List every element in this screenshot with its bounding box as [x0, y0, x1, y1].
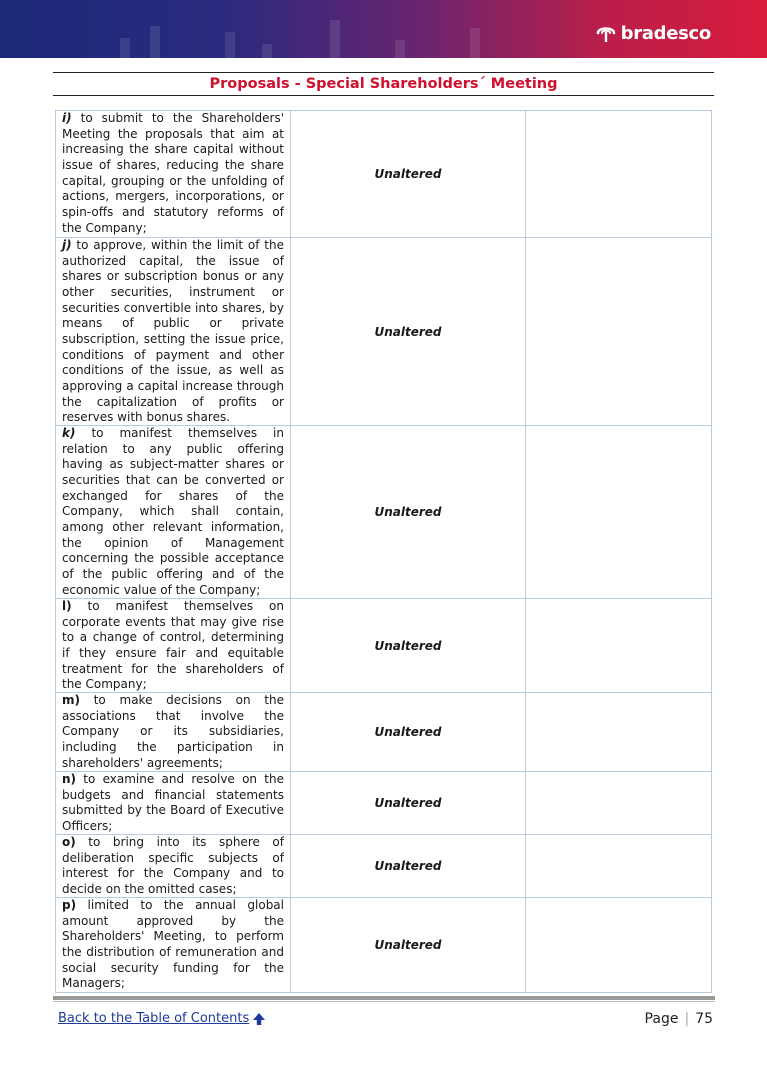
empty-cell — [526, 238, 711, 425]
empty-cell — [526, 111, 711, 237]
item-text: limited to the annual global amount approved by the Shareholders' Meeting, to perform the distribution of remuneration and social security funding for the Managers; — [62, 898, 284, 991]
empty-cell — [526, 898, 711, 992]
status-cell: Unaltered — [291, 898, 526, 992]
item-letter: j) — [62, 238, 72, 252]
table-row — [56, 834, 711, 897]
proposal-text — [56, 693, 291, 771]
page-number — [645, 1009, 713, 1029]
item-letter: l) — [62, 599, 72, 613]
status-cell: Unaltered — [291, 693, 526, 771]
empty-cell — [526, 772, 711, 834]
item-letter: m) — [62, 693, 80, 707]
status-cell: Unaltered — [291, 426, 526, 598]
table-row — [56, 598, 711, 692]
header-banner — [0, 0, 767, 58]
table-row — [56, 425, 711, 598]
status-cell: Unaltered — [291, 599, 526, 692]
page-label: Page — [644, 1011, 679, 1027]
proposal-text — [56, 238, 291, 425]
status-cell: Unaltered — [291, 238, 526, 425]
item-letter: k) — [62, 426, 76, 440]
empty-cell — [526, 693, 711, 771]
brand-name: bradesco — [620, 22, 711, 44]
banner-decor-bar — [225, 32, 235, 58]
item-text: to make decisions on the associations that involve the Company or its subsidiaries, including the participation in shareholders' agreements; — [62, 693, 284, 770]
item-letter: n) — [62, 772, 77, 786]
back-to-toc-label: Back to the Table of Contents — [58, 1011, 250, 1026]
status-cell: Unaltered — [291, 111, 526, 237]
title-rule-bottom — [53, 95, 714, 96]
empty-cell — [526, 835, 711, 897]
banner-decor-bar — [120, 38, 130, 58]
page-title: Proposals - Special Shareholders´ Meeting — [209, 76, 558, 92]
table-row — [56, 897, 711, 992]
table-row — [56, 692, 711, 771]
banner-decor-bar — [395, 40, 405, 58]
table-row — [56, 237, 711, 425]
table-row — [56, 771, 711, 834]
proposal-text — [56, 898, 291, 992]
arrow-up-icon — [252, 1012, 266, 1026]
item-letter: i) — [62, 111, 72, 125]
footer-rule — [53, 996, 715, 1000]
title-rule-top — [53, 72, 714, 73]
footer-rule-thin — [53, 1001, 715, 1002]
item-text: to examine and resolve on the budgets and financial statements submitted by the Board of Executive Officers; — [62, 772, 284, 833]
brand-logo — [595, 20, 711, 46]
page-separator: | — [684, 1011, 690, 1027]
item-letter: o) — [62, 835, 76, 849]
empty-cell — [526, 426, 711, 598]
status-cell: Unaltered — [291, 835, 526, 897]
banner-decor-bar — [150, 26, 160, 58]
table-row — [56, 111, 711, 237]
bradesco-tree-icon — [595, 22, 617, 44]
status-cell: Unaltered — [291, 772, 526, 834]
banner-decor-bar — [470, 28, 480, 58]
item-letter: p) — [62, 898, 77, 912]
item-text: to approve, within the limit of the authorized capital, the issue of shares or subscription bonus or any other securities, instrument or securities convertible into shares, by means of public or private subscription, setting the issue price, conditions of payment and other conditions of the issue, as well as approving a capital increase through the capitalization of profits or reserves with bonus shares. — [62, 238, 284, 425]
proposals-table — [55, 110, 712, 993]
proposal-text — [56, 111, 291, 237]
empty-cell — [526, 599, 711, 692]
banner-decor-bar — [262, 44, 272, 58]
banner-decor-bar — [330, 20, 340, 58]
item-text: to submit to the Shareholders' Meeting the proposals that aim at increasing the share capital without issue of shares, reducing the share capital, grouping or the unfolding of actions, mergers, incorporations, or spin-offs and statutory reforms of the Company; — [62, 111, 284, 235]
item-text: to manifest themselves on corporate events that may give rise to a change of control, determining if they ensure fair and equitable treatment for the shareholders of the Company; — [62, 599, 284, 692]
back-to-toc-link[interactable] — [58, 1010, 266, 1028]
proposal-text — [56, 772, 291, 834]
proposal-text — [56, 599, 291, 692]
proposal-text — [56, 835, 291, 897]
proposal-text — [56, 426, 291, 598]
page-number-value: 75 — [695, 1011, 713, 1027]
item-text: to manifest themselves in relation to any public offering having as subject-matter shares or securities that can be converted or exchanged for shares of the Company, which shall contain, among other relevant information, the opinion of Management concerning the possible acceptance of the public offering and of the economic value of the Company; — [62, 426, 284, 597]
item-text: to bring into its sphere of deliberation specific subjects of interest for the Company and to decide on the omitted cases; — [62, 835, 284, 896]
